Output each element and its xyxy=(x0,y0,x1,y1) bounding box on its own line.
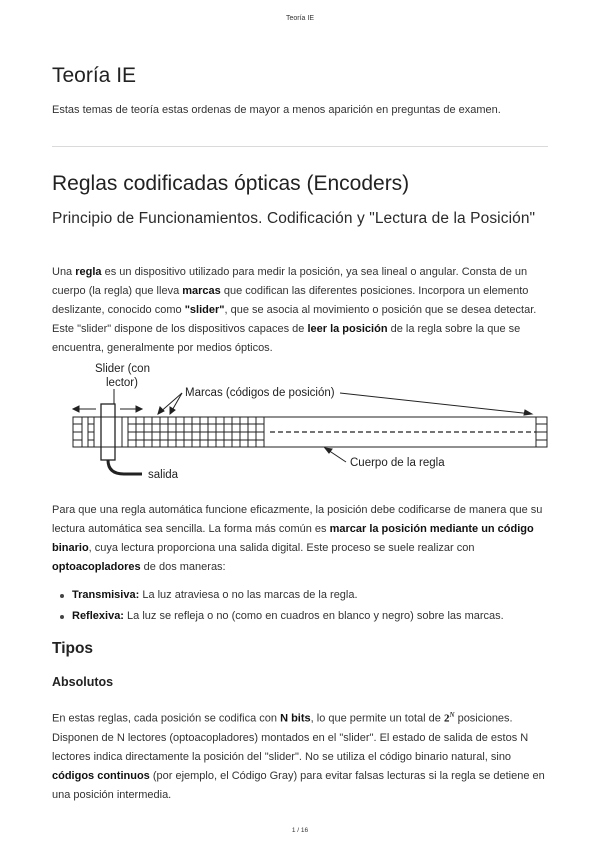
encoder-ruler-diagram xyxy=(70,362,550,484)
document-title: Teoría IE xyxy=(52,64,137,87)
output-label: salida xyxy=(148,469,179,481)
body-label: Cuerpo de la regla xyxy=(350,457,445,469)
subsection-title: Principio de Funcionamientos. Codificación y "Lectura de la Posición" xyxy=(52,210,536,227)
slider xyxy=(101,404,115,460)
page-number: 1 / 16 xyxy=(291,827,309,834)
list-item: Transmisiva: La luz atraviesa o no las marcas de la regla. xyxy=(72,585,568,606)
paragraph-binary-coding: Para que una regla automática funcione eficazmente, la posición debe codificarse de manera que su lectura automática sea sencilla. La forma más común es marcar la posición mediante un código binario, cuya lectura proporciona una salida digital. Este proceso se suele realizar con optoacopladores de dos maneras: xyxy=(52,504,543,573)
intro-text: Estas temas de teoría estas ordenas de mayor a menos aparición en preguntas de examen. xyxy=(52,104,501,116)
paragraph-regla-definition: Una regla es un dispositivo utilizado para medir la posición, ya sea lineal o angular. Consta de un cuerpo (la regla) que lleva marcas que codifican las diferentes posiciones. Incorpora un elemento deslizante, conocido como "slider", que se asocia al movimiento o posición que se desea detectar. Este "slider" dispone de los dispositivos capaces de leer la posición de la regla sobre la que se encuentra, generalmente por medios ópticos. xyxy=(52,266,537,354)
horizontal-divider xyxy=(52,146,548,147)
running-header: Teoría IE xyxy=(285,15,314,22)
body-pointer xyxy=(325,448,346,462)
section-title: Reglas codificadas ópticas (Encoders) xyxy=(52,172,410,195)
reading-methods-list xyxy=(52,585,568,627)
marks-label: Marcas (códigos de posición) xyxy=(185,387,335,399)
types-heading: Tipos xyxy=(52,640,94,657)
slider-label-line2: lector) xyxy=(106,377,138,389)
absolute-heading: Absolutos xyxy=(52,675,114,689)
output-cable xyxy=(108,460,142,474)
paragraph-absolute-encoders: En estas reglas, cada posición se codifica con N bits, lo que permite un total de $2^N$ posiciones. Disponen de N lectores (optoacopladores) montados en el "slider". El estado de salida de estos N lectores indica directamente la posición del "slider". No se utiliza el código binario natural, sino códigos continuos (por ejemplo, el Código Gray) para evitar falsas lecturas si la regla se detiene en una posición intermedia. xyxy=(52,711,545,801)
slider-label-line1: Slider (con xyxy=(95,363,150,375)
list-item: Reflexiva: La luz se refleja o no (como en cuadros en blanco y negro) sobre las marcas. xyxy=(72,606,568,627)
